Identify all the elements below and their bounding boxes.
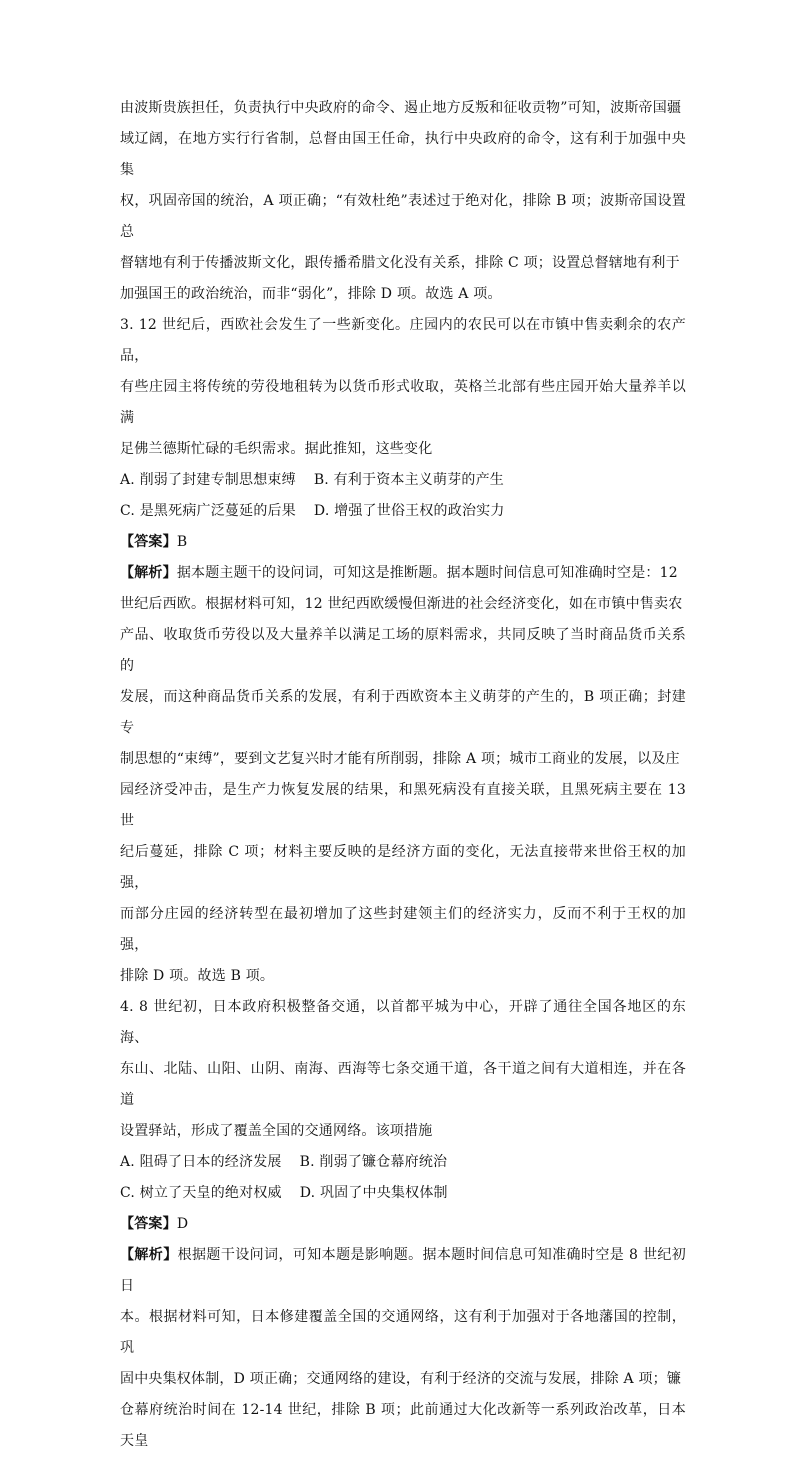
answer-value: D bbox=[176, 1216, 189, 1232]
intro-analysis bbox=[120, 93, 686, 310]
option-d: D. 巩固了中央集权体制 bbox=[299, 1185, 448, 1201]
question-4 bbox=[120, 992, 686, 1457]
analysis-line: 排除 D 项。故选 B 项。 bbox=[120, 968, 275, 984]
question-stem-line: 东山、北陆、山阳、山阴、南海、西海等七条交通干道，各干道之间有大道相连，并在各道 bbox=[120, 1061, 686, 1108]
text-line: 权，巩固帝国的统治，A 项正确；“有效杜绝”表述过于绝对化，排除 B 项；波斯帝国设置总 bbox=[120, 193, 686, 240]
text-line: 域辽阔，在地方实行行省制，总督由国王任命，执行中央政府的命令，这有利于加强中央集 bbox=[120, 131, 686, 178]
options-row bbox=[120, 1147, 686, 1178]
option-a: A. 削弱了封建专制思想束缚 bbox=[120, 472, 296, 488]
analysis-line: 固中央集权体制，D 项正确；交通网络的建设，有利于经济的交流与发展，排除 A 项；镰 bbox=[120, 1371, 682, 1387]
analysis-line: 本。根据材料可知，日本修建覆盖全国的交通网络，这有利于加强对于各地藩国的控制，巩 bbox=[120, 1309, 686, 1356]
option-a: A. 阻碍了日本的经济发展 bbox=[120, 1154, 282, 1170]
option-b: B. 削弱了镰仓幕府统治 bbox=[299, 1154, 448, 1170]
option-d: D. 增强了世俗王权的政治实力 bbox=[313, 503, 505, 519]
answer-tag: 【答案】 bbox=[120, 1216, 177, 1232]
question-stem-line: 4. 8 世纪初，日本政府积极整备交通，以首都平城为中心，开辟了通往全国各地区的东海、 bbox=[120, 999, 686, 1046]
options-row bbox=[120, 1178, 686, 1209]
analysis-line: 制思想的“束缚”，要到文艺复兴时才能有所削弱，排除 A 项；城市工商业的发展，以及庄 bbox=[120, 751, 680, 767]
analysis-line: 园经济受冲击，是生产力恢复发展的结果，和黑死病没有直接关联，且黑死病主要在 13 世 bbox=[120, 782, 686, 829]
option-c: C. 是黑死病广泛蔓延的后果 bbox=[120, 503, 296, 519]
analysis-line bbox=[120, 1240, 686, 1302]
analysis-line: 仓幕府统治时间在 12-14 世纪，排除 B 项；此前通过大化改新等一系列政治改革，日本天皇 bbox=[120, 1402, 686, 1449]
options-row bbox=[120, 465, 686, 496]
option-c: C. 树立了天皇的绝对权威 bbox=[120, 1185, 282, 1201]
answer-tag: 【答案】 bbox=[120, 534, 177, 550]
text-line: 加强国王的政治统治，而非“弱化”，排除 D 项。故选 A 项。 bbox=[120, 286, 502, 302]
question-stem-line: 有些庄园主将传统的劳役地租转为以货币形式收取，英格兰北部有些庄园开始大量养羊以满 bbox=[120, 379, 686, 426]
options-row bbox=[120, 496, 686, 527]
option-b: B. 有利于资本主义萌芽的产生 bbox=[313, 472, 505, 488]
analysis-tag: 【解析】 bbox=[120, 565, 177, 581]
question-stem-line: 设置驿站，形成了覆盖全国的交通网络。该项措施 bbox=[120, 1123, 433, 1139]
analysis-line bbox=[120, 558, 686, 589]
answer-line bbox=[120, 1209, 686, 1240]
question-3 bbox=[120, 310, 686, 992]
analysis-line: 而部分庄园的经济转型在最初增加了这些封建领主们的经济实力，反而不利于王权的加强， bbox=[120, 906, 686, 953]
analysis-text: 根据题干设问词，可知本题是影响题。据本题时间信息可知准确时空是 8 世纪初日 bbox=[120, 1247, 686, 1294]
analysis-text: 据本题主题干的设问词，可知这是推断题。据本题时间信息可知准确时空是：12 bbox=[176, 565, 678, 581]
answer-value: B bbox=[176, 534, 188, 550]
text-line: 由波斯贵族担任，负责执行中央政府的命令、遏止地方反叛和征收贡物”可知，波斯帝国疆 bbox=[120, 100, 682, 116]
question-stem-line: 3. 12 世纪后，西欧社会发生了一些新变化。庄园内的农民可以在市镇中售卖剩余的农产品， bbox=[120, 317, 686, 364]
text-line: 督辖地有利于传播波斯文化，跟传播希腊文化没有关系，排除 C 项；设置总督辖地有利于 bbox=[120, 255, 680, 271]
answer-line bbox=[120, 527, 686, 558]
analysis-line: 世纪后西欧。根据材料可知，12 世纪西欧缓慢但渐进的社会经济变化，如在市镇中售卖农 bbox=[120, 596, 683, 612]
analysis-line: 产品、收取货币劳役以及大量养羊以满足工场的原料需求，共同反映了当时商品货币关系的 bbox=[120, 627, 686, 674]
question-stem-line: 足佛兰德斯忙碌的毛织需求。据此推知，这些变化 bbox=[120, 441, 433, 457]
analysis-line: 纪后蔓延，排除 C 项；材料主要反映的是经济方面的变化，无法直接带来世俗王权的加强， bbox=[120, 844, 686, 891]
analysis-line: 发展，而这种商品货币关系的发展，有利于西欧资本主义萌芽的产生的，B 项正确；封建专 bbox=[120, 689, 686, 736]
analysis-tag: 【解析】 bbox=[120, 1247, 178, 1263]
